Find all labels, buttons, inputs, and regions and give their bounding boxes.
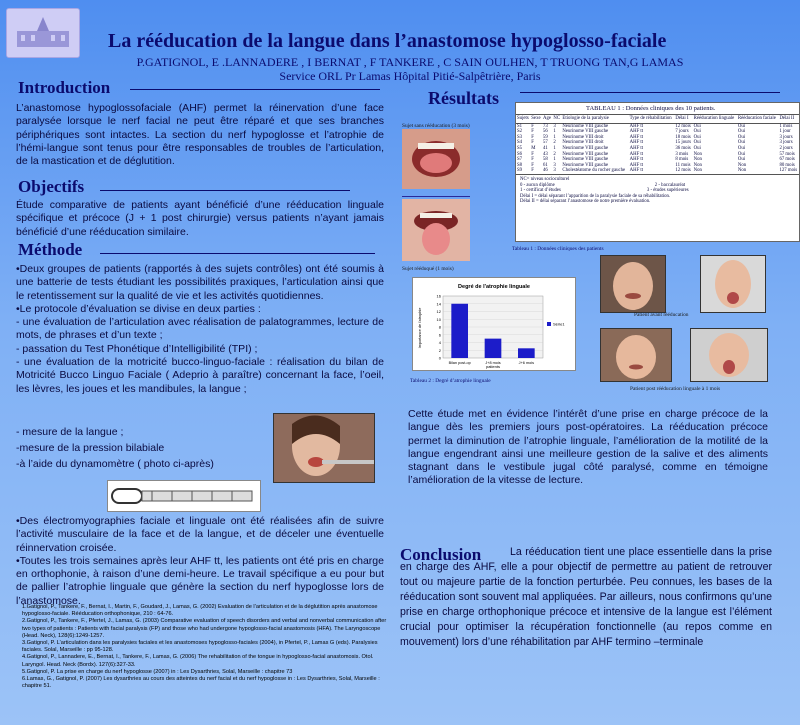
table-cell: Neurinome VIII gauche [562,129,609,135]
table-cell: 3 [553,123,556,129]
resultats-text: Cette étude met en évidence l’intérêt d’une prise en charge précoce de la langue dès les premiers jours post-opératoires. La rééducation précoce permet la diminution de l’atrophie linguale, l’amélioration de la motilité de la langue engendrant ainsi une meilleure gestion de la salive et des aliments stagnant dans le vestibule jugal côté paralysé, comme en témoigne l’amélioration de la vitesse de lecture. [408,408,768,487]
methode-line: - mesure de la langue ; [16,426,124,438]
table-cell: 43 [543,151,548,157]
patient-before-photo-1 [600,255,666,313]
table-cell: 11 mois [675,162,691,168]
table-cell: Neurinome VIII gauche [562,151,609,157]
table-header-cell: Type de réhabilitation [629,115,675,124]
y-tick-label: 10 [436,316,441,322]
table-cell: 1 [553,145,556,151]
table-notes [516,174,799,207]
resultats-heading: Résultats [428,88,499,108]
table-cell: Non [693,151,702,157]
table-cell: 1 [553,157,556,163]
methode-line: -à l’aide du dynamomètre ( photo ci-après) [16,458,214,470]
table-cell: 46 [543,168,548,174]
table-cell: 1 jour [779,129,791,135]
table-cell: Oui [693,123,701,129]
methode-line: •Toutes les trois semaines après leur AHF tt, les patients ont été pris en charge en orthophonie, à raison d’une demi-heure. Le travail spécifique a eu pour but de pallier l’atrophie linguale que génère la section du nerf hypoglosse lors de l’anastomose. [16,554,384,607]
table-cell: S1 [517,123,523,129]
hospital-logo [6,8,80,58]
methode-list-measures [16,424,266,472]
conclusion-heading: Conclusion [400,545,482,564]
table-cell: F [531,151,534,157]
introduction-rule [130,89,380,90]
legend-swatch [547,322,551,326]
table-cell: S2 [517,129,523,135]
table-cell: Neurinome VIII gauche [562,162,609,168]
table-cell: Neurinome VIII gauche [562,157,609,163]
table-header-cell: Délai I [674,115,692,124]
table-cell: Neurinome VIII droit [562,140,604,146]
table-cell: Oui [693,140,701,146]
atrophy-chart [412,277,576,371]
table-cell: 1 mois [779,123,793,129]
table-note: 2 - baccalauréat [654,182,686,188]
bar [518,348,535,358]
resultats-rule [520,92,780,93]
table-cell: Neurinome VIII gauche [562,123,609,129]
table-cell: AHF tt [629,134,644,140]
table-cell: 56 [543,129,548,135]
y-tick-label: 4 [438,340,441,345]
table-cell: AHF tt [629,145,644,151]
table-cell: S4 [517,140,523,146]
table-cell: 3 jours [779,140,793,146]
table-note: 3 - études supérieures [646,188,689,194]
caption-after: Patient post rééducation linguale à 1 mois [630,386,721,392]
chart-caption: Tableau 2 : Degré d’atrophie linguale [410,378,491,384]
table-cell: 18 mois [675,134,691,140]
reference-item: 6.Lamas, G., Gatignol, P. (2007) Les dysarthries au cours des atteintes du nerf facial et du nerf hypoglosse in : Les Dysarthries, Solal, Marseille : chapitre 51. [22,676,380,690]
table-cell: F [531,162,534,168]
table-cell: 73 [543,123,548,129]
table-header-cell: Délai II [778,115,799,124]
table-header-cell: Age [542,115,552,124]
y-tick-label: 6 [438,332,441,338]
table-cell: S8 [517,162,523,168]
tongue-measure-photo [273,413,375,483]
x-axis-label: patients [485,364,501,369]
chart-title: Degré de l'atrophie linguale [458,284,530,290]
table-cell: 8 mois [675,157,689,163]
table-cell: AHF tt [629,157,644,163]
photo-divider [402,196,470,197]
table-cell: 80 mois [779,162,795,168]
legend-label: Série1 [553,321,565,327]
table-cell: AHF tt [629,123,644,129]
methode-heading: Méthode [18,240,83,259]
table-cell: 67 mois [779,157,795,163]
table-header-cell: NC [552,115,561,124]
table-header-row [516,115,799,124]
clinical-data-table [515,102,800,242]
x-tick-label: Bilan post-op [448,361,471,365]
table-cell: Oui [737,151,746,157]
author-block [130,55,690,83]
patient-after-photo-2 [690,328,768,382]
table-cell: 2 [553,151,556,157]
table-cell: 12 mois [675,123,691,129]
methode-line: - passation du Test Phonétique d’Intelligibilité (TPI) ; [16,342,258,355]
table-cell: Oui [737,129,746,135]
authors: P.GATIGNOL, E .LANNADERE , I BERNAT , F TANKERE , C SAIN OULHEN, T TRUONG TAN,G LAMAS [136,55,684,69]
caption-untreated: Sujet sans rééducation (3 mois) [402,123,470,129]
methode-list-2 [16,515,384,608]
table-cell: AHF tt [629,129,644,135]
table-cell: AHF tt [629,168,644,174]
caption-treated: Sujet rééduqué (1 mois) [402,266,454,272]
y-tick-label: 12 [436,309,441,314]
reference-item: 3.Gatignol, P. L’articulation dans les paralysies faciales et les anastomoses hypoglosso-faciales (2004), in Pfertel, P., Lamas G (eds). Paralysies faciales. Solal, Marseille : pp 95-128. [22,640,378,654]
table-cell: AHF tt [629,151,644,157]
table-cell: 12 mois [675,168,691,174]
table-cell: 41 [543,145,548,151]
table-note: NC= niveau socioculturel [520,176,570,182]
bar [451,304,468,358]
reference-item: 5.Gatignol, P. La prise en charge du nerf hypoglosse (2007) in : Les Dysarthries, Solal, Marseille : chapitre 73 [22,668,293,675]
introduction-text: L’anastomose hypoglossofaciale (AHF) permet la réinervation d’une face paralysée lorsque le nerf facial ne peut être réparé et que ses branches périphériques sont intactes. La section du nerf hypoglosse et l’atrophie de l’hémi-langue sont tenus pour être responsables de troubles de l’articulation, de la mastication et de déglutition. [16,102,384,168]
table-cell: Neurinome VIII gauche [562,145,609,151]
y-tick-label: 0 [438,355,441,361]
table-cell: F [531,168,534,174]
table-cell: 2 jours [779,145,793,151]
table-cell: 3 jours [779,134,793,140]
reference-item: 1.Gatignol, P., Tankere, F., Bernat, I., Martin, F., Goudard, J., Lamas, G. (2002) Evaluation de l’articulation et de la déglutition après anastomose hypoglosso-faciale. Rééducation orthophonique, 210 : 64-76. [22,604,378,618]
table-header-cell: Etiologie de la paralysie [561,115,628,124]
table-cell: 2 [553,140,556,146]
y-tick-label: 14 [436,301,441,307]
table-cell: Non [737,162,747,168]
methode-line: •Le protocole d’évaluation se divise en deux parties : [16,302,261,315]
table-cell: 7 jours [675,129,689,135]
table-cell: 1 [553,129,556,135]
table-cell: F [531,140,534,146]
poster-title: La rééducation de la langue dans l’anastomose hypoglosso-faciale [108,30,667,52]
table-cell: 15 jours [675,140,691,146]
table-cell: S7 [517,157,523,163]
table-cell: F [531,157,534,163]
affiliation: Service ORL Pr Lamas Hôpital Pitié-Salpêtrière, Paris [279,69,541,83]
table-note: 1 - certificat d’études [520,188,561,194]
table-cell: F [531,134,534,140]
x-tick-label: J+8 mois [485,361,501,365]
objectifs-rule [100,190,350,191]
table-cell: M [531,145,536,151]
conclusion-text: La rééducation tient une place essentielle dans la prise en charge des AHF, elle a pour objectif de permettre au patient de retrouver tout ou majeure partie de la fonction perturbée. Peu connues, les bases de la rééducation sont souvent mal appliquées. Par ailleurs, nous confirmons qu’une prise en charge orthophonique précoce et intensive de la langue est l’élément crucial pour optimiser la récupération fonctionnelle (au repos comme en mouvement) lors d’une réhabilitation par AHF termino –terminale [400,546,772,648]
table-cell: 3 [553,162,556,168]
table-cell: 1 [553,134,556,140]
table-cell: 3 mois [675,151,689,157]
table-body [516,123,799,174]
y-axis-label: Importance de l'atrophie [418,307,422,349]
table-cell: S5 [517,145,523,151]
table-note: Délai II = délai séparant l’anastomose de notre première évaluation. [520,199,651,205]
references [22,604,390,690]
table-cell: 127 mois [779,168,798,174]
mouth-photo-untreated [402,129,470,189]
table-cell: 3 [553,168,556,174]
table-cell: Oui [737,145,746,151]
objectifs-heading: Objectifs [18,177,85,196]
objectifs-text: Étude comparative de patients ayant bénéficié d’une rééducation linguale spécifique et précoce (J + 1 post chirurgie) versus patients n’ayant jamais bénéficié d’une rééducation similaire. [16,199,384,238]
table-cell: Oui [693,145,701,151]
table-title: TABLEAU 1 : Données cliniques des 10 patients. [586,105,716,112]
table-caption: Tableau 1 : Données cliniques des patients [512,246,604,252]
table-cell: Non [737,168,747,174]
methode-line: •Des électromyographies faciale et linguale ont été réalisées afin de suivre l’activité musculaire de la face et de la langue, et de déceler une éventuelle réinnervation croisée. [16,515,384,554]
table-cell: AHF tt [629,162,644,168]
table-cell: Oui [737,134,746,140]
table-cell: F [531,123,534,129]
methode-line: - une évaluation de la motricité bucco-linguo-faciale : réalisation du bilan de Motricité Bucco Linguo Faciale ( Adeprio à paraître) concernant la face, l’oeil, les lèvres, les joues et les mandibules, la langue ; [16,356,384,395]
table-header-cell: Sujets [516,115,530,124]
table-cell: 58 [543,157,548,163]
table-cell: 59 [543,134,548,140]
y-tick-label: 16 [436,293,441,299]
patient-after-photo-1 [600,328,672,382]
reference-item: 4.Gatignol, P., Lannadere, E., Bernat, I., Tankere, F., Lamas, G. (2006) The rehabilitation of the tongue in hypoglosso-facial anastomosis. Otol. Laryngol. Head. Neck (Bordx). 127(6):327-33. [22,654,374,668]
table-note: 0 - aucun diplôme [520,182,555,188]
x-tick-label: J+6 mois [518,361,534,365]
mouth-photos [402,123,470,272]
table-cell: Non [693,162,702,168]
table-cell: Oui [693,129,701,135]
table-cell: F [531,129,534,135]
atrophy-chart-svg [413,278,575,370]
dynamometer-photo [107,480,261,512]
table-cell: Oui [737,140,746,146]
table-header-cell: Sexe [530,115,542,124]
table-note: Délai I = délai séparant l’apparition de la paralysie faciale de sa réhabilitation. [520,193,671,199]
reference-item: 2.Gatignol, P., Tankere, F., Pfertel, J., Lamas, G. (2003) Comparative evaluation of speech disorders and verbal and nonverbal communication after two types of patients : Patients with facial paralysis (FP) and those who had undergone hypoglosso-facial anastomosis (HFA). The Laryngoscope (Head. Neck), 128(6):1249-1257. [22,618,387,639]
table-cell: 57 mois [779,151,795,157]
table-cell: 36 mois [675,145,691,151]
methode-line: •Deux groupes de patients (rapportés à des sujets contrôles) ont été soumis à une batterie de tests étudiant les possibilités praxiques, l’articulation ainsi que le retentissement sur la qualité de vie et les activités quotidiennes. [16,263,384,302]
table [516,114,799,174]
table-cell: Oui [737,123,746,129]
patient-before-photo-2 [700,255,766,313]
table-cell: Non [693,157,702,163]
introduction-heading: Introduction [18,78,111,97]
table-cell: 57 [543,140,548,146]
y-tick-label: 8 [438,324,441,330]
y-tick-label: 2 [438,347,441,353]
caption-before: Patient avant rééducation [634,312,689,318]
table-cell: Oui [693,134,701,140]
table-cell: Neurinome VIII droit [562,134,604,140]
table-cell: Oui [737,157,746,163]
table-cell: AHF tt [629,140,644,146]
table-cell: S3 [517,134,523,140]
table-cell: S9 [517,168,523,174]
table-header-cell: Rééducation faciale [737,115,779,124]
mouth-photo-treated [402,199,470,261]
methode-line: - une évaluation de l’articulation avec réalisation de palatogrammes, lecture de mots, de phrases et d’un texte ; [16,316,384,342]
table-cell: Non [693,168,702,174]
table-cell: Cholestéatome du rocher gauche [562,168,626,174]
table-header-cell: Rééducation linguale [693,115,737,124]
methode-rule [100,253,375,254]
methode-line: -mesure de la pression bilabiale [16,442,165,454]
table-cell: S6 [517,151,523,157]
methode-list [16,263,384,396]
bar [485,339,502,358]
table-cell: 61 [543,162,548,168]
